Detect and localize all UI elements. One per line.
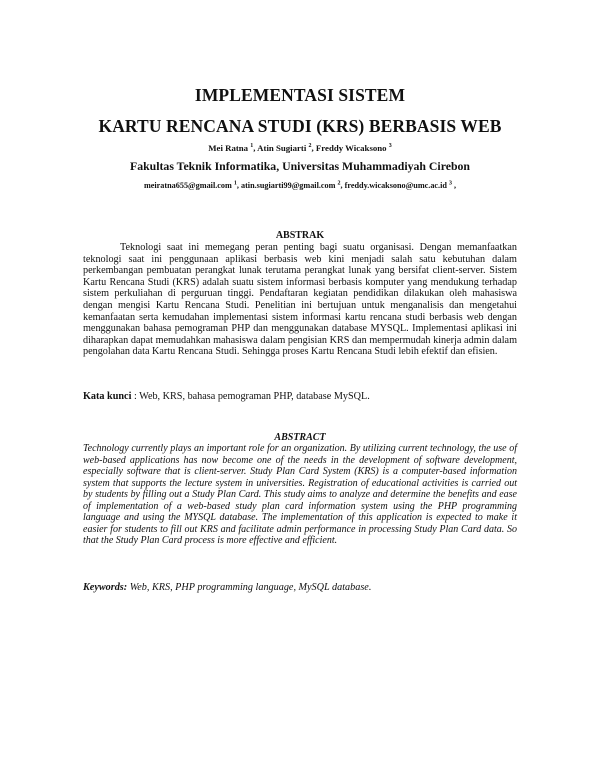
kata-kunci-line	[83, 391, 517, 402]
affiliation: Fakultas Teknik Informatika, Universitas Muhammadiyah Cirebon	[130, 159, 470, 173]
email-superscript: 3	[448, 180, 452, 187]
abstract-body: Technology currently plays an important role for an organization. By utilizing current technology, the use of web-based applications has now become one of the needs in the development of software development, especially software that is client-server. Study Plan Card System (KRS) is a computer-based information system that supports the lecture system in universities. Registration of educational activities is carried out by students by filling out a Study Plan Card. This study aims to analyze and determine the benefits and ease of implementation of a web-based study plan card information system using the PHP programming language and using the MYSQL database. The implementation of this application is expected to make it easier for students to fill out KRS and facilitate admin performance in processing Study Plan Card data. So that the Study Plan Card process is more effective and efficient.	[83, 443, 517, 546]
paper-title-line-2: KARTU RENCANA STUDI (KRS) BERBASIS WEB	[98, 116, 502, 136]
keywords-label: Keywords:	[83, 582, 128, 593]
author-superscript: 3	[388, 143, 392, 150]
keywords-text: Web, KRS, PHP programming language, MySQL database.	[127, 582, 372, 593]
abstrak-heading: ABSTRAK	[275, 230, 325, 241]
author-name: , Freddy Wicaksono	[311, 143, 387, 153]
email: meiratna655@gmail.com	[143, 181, 232, 190]
email-list	[0, 181, 600, 190]
author-superscript: 2	[308, 143, 312, 150]
abstrak-body: Teknologi saat ini memegang peran penting bagi suatu organisasi. Dengan memanfaatkan teknologi saat ini penggunaan aplikasi berbasis web kini menjadi salah satu kebutuhan dalam perkembangan pembuatan perangkat lunak terutama perangkat lunak yang bersifat client-server. Sistem Kartu Rencana Studi (KRS) adalah suatu sistem informasi berbasis komputer yang mendukung terhadap sistem perkuliahan di perguruan tinggi. Pendaftaran kegiatan pendidikan dilakukan oleh mahasiswa dengan mengisi Kartu Rencana Studi. Penelitian ini bertujuan untuk menganalisis dan mengetahui kemanfaatan serta kemudahan implementasi sistem informasi kartu rencana studi berbasis web dengan menggunakan bahasa pemograman PHP dan menggunakan database MYSQL. Implementasi aplikasi ini diharapkan dapat memudahkan mahasiswa dalam pengisian KRS dan mempermudah kinerja admin dalam pengolahan data Kartu Rencana Studi. Sehingga proses Kartu Rencana Studi lebih efektif dan efisien.	[83, 242, 517, 358]
paper-title-line-1: IMPLEMENTASI SISTEM	[194, 85, 406, 105]
kata-kunci-text: : Web, KRS, bahasa pemograman PHP, database MySQL.	[131, 391, 370, 402]
email: , atin.sugiarti99@gmail.com	[236, 181, 336, 190]
email-superscript: 2	[337, 180, 341, 187]
email: , freddy.wicaksono@umc.ac.id	[340, 181, 447, 190]
author-name: Mei Ratna	[208, 143, 249, 153]
email-superscript: 1	[233, 180, 237, 187]
author-list	[0, 143, 600, 153]
kata-kunci-label: Kata kunci	[83, 391, 132, 402]
keywords-line	[83, 582, 517, 593]
abstract-heading: ABSTRACT	[274, 432, 326, 443]
email-trailing-comma: ,	[454, 181, 457, 190]
author-name: , Atin Sugiarti	[253, 143, 307, 153]
author-superscript: 1	[250, 143, 254, 150]
